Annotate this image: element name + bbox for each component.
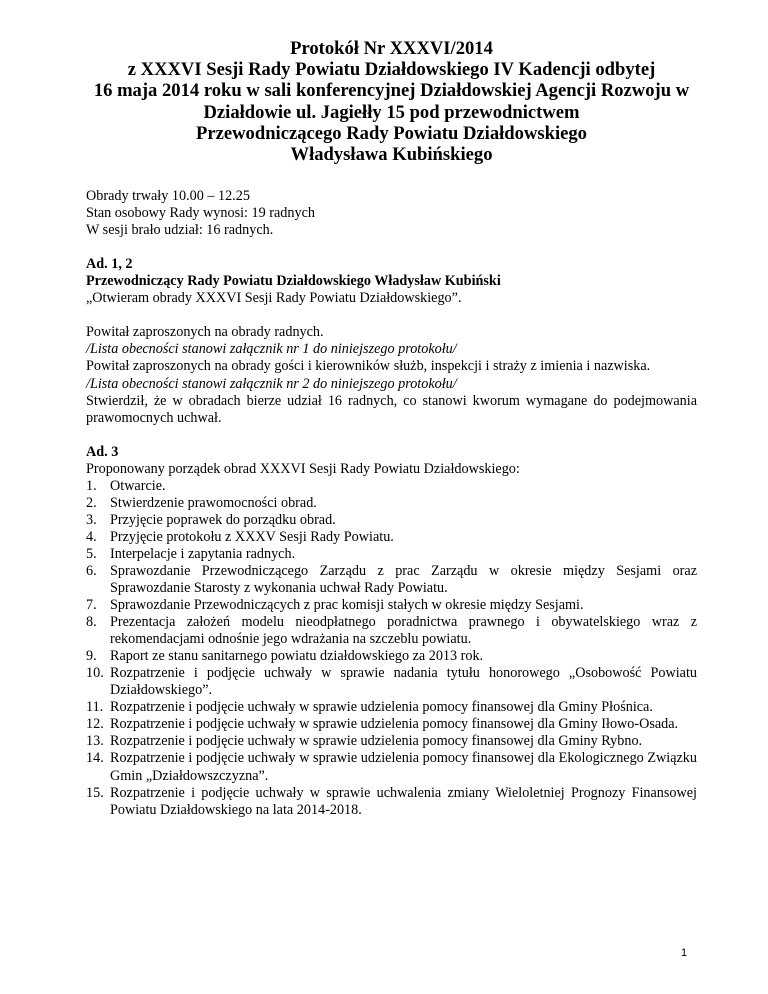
agenda-item-number: 10. bbox=[86, 665, 104, 682]
agenda-item-text: Sprawozdanie Przewodniczącego Zarządu z prac Zarządu w okresie między Sesjami oraz Sprawozdanie Starosty z wykonania uchwał Rady Powiatu. bbox=[110, 562, 697, 597]
agenda-item-text: Rozpatrzenie i podjęcie uchwały w sprawie nadania tytułu honorowego „Osobowość Powiatu Działdowskiego”. bbox=[110, 665, 697, 699]
title-line: Przewodniczącego Rady Powiatu Działdowskiego bbox=[196, 122, 587, 144]
title-line: Władysława Kubińskiego bbox=[290, 144, 493, 166]
agenda-item-number: 8. bbox=[86, 614, 97, 631]
agenda-item-text: Stwierdzenie prawomocności obrad. bbox=[110, 494, 317, 511]
title-line: 16 maja 2014 roku w sali konferencyjnej Działdowskiej Agencji Rozwoju w bbox=[93, 80, 690, 102]
page-number: 1 bbox=[681, 947, 688, 959]
agenda-item bbox=[86, 478, 697, 495]
session-duration: Obrady trwały 10.00 – 12.25 bbox=[86, 188, 250, 205]
section-ad-1-2 bbox=[86, 256, 697, 426]
agenda-item-text: Sprawozdanie Przewodniczących z prac komisji stałych w okresie między Sesjami. bbox=[110, 597, 584, 614]
agenda-item bbox=[86, 512, 697, 529]
agenda-item-text: Rozpatrzenie i podjęcie uchwały w sprawie udzielenia pomocy finansowej dla Gminy Rybno. bbox=[110, 733, 643, 750]
section-ad-3 bbox=[86, 444, 697, 819]
agenda-item bbox=[86, 563, 697, 597]
agenda-item-number: 15. bbox=[86, 784, 104, 801]
agenda-item-number: 11. bbox=[86, 699, 104, 716]
agenda-intro: Proponowany porządek obrad XXXVI Sesji Rady Powiatu Działdowskiego: bbox=[86, 460, 520, 477]
title-line: z XXXVI Sesji Rady Powiatu Działdowskiego IV Kadencji odbytej bbox=[127, 59, 656, 81]
speaker-name: Przewodniczący Rady Powiatu Działdowskiego Władysław Kubiński bbox=[86, 273, 501, 290]
agenda-item-text: Rozpatrzenie i podjęcie uchwały w sprawie udzielenia pomocy finansowej dla Gminy Płośnica. bbox=[110, 699, 653, 716]
agenda-item-number: 4. bbox=[86, 528, 97, 545]
agenda-item-number: 7. bbox=[86, 597, 97, 614]
agenda-item bbox=[86, 529, 697, 546]
agenda-item-text: Raport ze stanu sanitarnego powiatu działdowskiego za 2013 rok. bbox=[110, 648, 484, 665]
agenda-item-number: 12. bbox=[86, 716, 104, 733]
session-info bbox=[86, 188, 697, 239]
agenda-item bbox=[86, 665, 697, 699]
attachment-note: /Lista obecności stanowi załącznik nr 2 do niniejszego protokołu/ bbox=[86, 375, 457, 392]
agenda-list bbox=[86, 478, 697, 819]
agenda-item-number: 2. bbox=[86, 494, 97, 511]
agenda-item-text: Rozpatrzenie i podjęcie uchwały w sprawie udzielenia pomocy finansowej dla Ekologicznego Związku Gmin „Działdowszczyzna”. bbox=[110, 750, 697, 784]
opening-quote: „Otwieram obrady XXXVI Sesji Rady Powiatu Działdowskiego”. bbox=[86, 290, 462, 307]
agenda-item bbox=[86, 546, 697, 563]
agenda-item-number: 3. bbox=[86, 511, 97, 528]
attachment-note: /Lista obecności stanowi załącznik nr 1 do niniejszego protokołu/ bbox=[86, 341, 457, 358]
agenda-item bbox=[86, 648, 697, 665]
agenda-item bbox=[86, 716, 697, 733]
paragraph: Powitał zaproszonych na obrady gości i kierowników służb, inspekcji i straży z imienia i nazwiska. bbox=[86, 358, 651, 375]
agenda-item-number: 1. bbox=[86, 477, 97, 494]
council-members: Stan osobowy Rady wynosi: 19 radnych bbox=[86, 205, 315, 222]
agenda-item bbox=[86, 733, 697, 750]
agenda-item-text: Przyjęcie poprawek do porządku obrad. bbox=[110, 511, 336, 528]
title-line: Protokół Nr XXXVI/2014 bbox=[290, 38, 493, 59]
agenda-item-number: 9. bbox=[86, 648, 97, 665]
agenda-item-number: 14. bbox=[86, 750, 104, 767]
agenda-item-text: Przyjęcie protokołu z XXXV Sesji Rady Powiatu. bbox=[110, 528, 394, 545]
agenda-item bbox=[86, 495, 697, 512]
agenda-item-number: 5. bbox=[86, 545, 97, 562]
agenda-item bbox=[86, 750, 697, 784]
title-line: Działdowie ul. Jagiełły 15 pod przewodnictwem bbox=[203, 101, 580, 123]
agenda-item-number: 13. bbox=[86, 733, 104, 750]
agenda-item-text: Rozpatrzenie i podjęcie uchwały w sprawie udzielenia pomocy finansowej dla Gminy Iłowo-Osada. bbox=[110, 716, 679, 733]
agenda-item-text: Interpelacje i zapytania radnych. bbox=[110, 545, 296, 562]
agenda-item bbox=[86, 699, 697, 716]
agenda-item-text: Otwarcie. bbox=[110, 477, 166, 494]
paragraph: Powitał zaproszonych na obrady radnych. bbox=[86, 324, 324, 341]
agenda-item bbox=[86, 614, 697, 648]
agenda-item bbox=[86, 785, 697, 819]
agenda-item bbox=[86, 597, 697, 614]
agenda-item-text: Prezentacja założeń modelu nieodpłatnego poradnictwa prawnego i obywatelskiego wraz z rekomendacjami odnośnie jego wdrażania na szczeblu powiatu. bbox=[110, 614, 697, 648]
section-heading: Ad. 3 bbox=[86, 443, 119, 460]
session-attendance: W sesji brało udział: 16 radnych. bbox=[86, 222, 274, 239]
agenda-item-text: Rozpatrzenie i podjęcie uchwały w sprawie uchwalenia zmiany Wieloletniej Prognozy Finansowej Powiatu Działdowskiego na lata 2014-2018. bbox=[110, 784, 697, 818]
section-heading: Ad. 1, 2 bbox=[86, 256, 133, 273]
paragraph: Stwierdził, że w obradach bierze udział 16 radnych, co stanowi kworum wymagane do podejmowania prawomocnych uchwał. bbox=[86, 392, 697, 426]
document-title bbox=[86, 38, 697, 165]
agenda-item-number: 6. bbox=[86, 562, 97, 579]
